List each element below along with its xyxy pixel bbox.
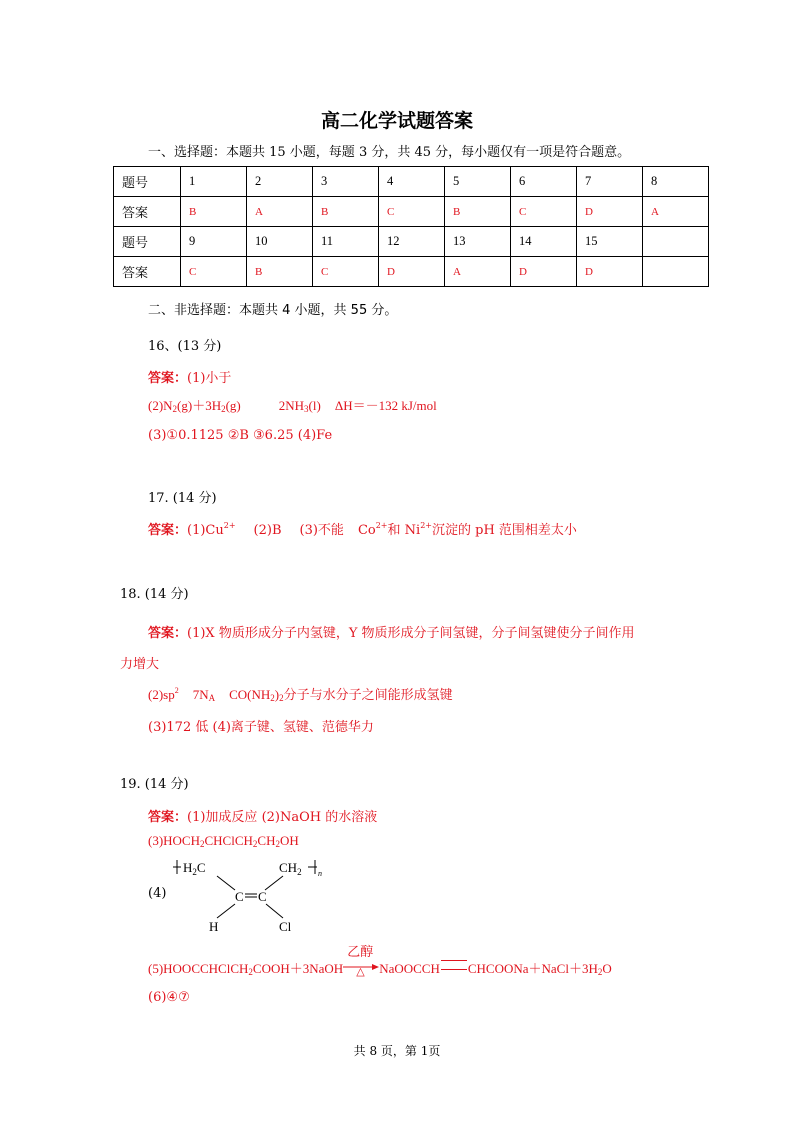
answer-cell: B <box>313 197 379 227</box>
bond-lower-left <box>217 904 235 918</box>
answer-cell: D <box>379 257 445 287</box>
table-cell: 1 <box>181 167 247 197</box>
table-row <box>114 197 709 227</box>
q18-answer-line1: 答案：(1)X 物质形成分子内氢键，Y 物质形成分子间氢键，分子间氢键使分子间作用 <box>148 626 635 641</box>
q16-answer-line1 <box>148 367 231 386</box>
table-cell: 3 <box>313 167 379 197</box>
double-bond-sign <box>441 960 467 970</box>
bond-upper-left <box>217 876 235 890</box>
table-cell: 14 <box>511 227 577 257</box>
table-header-label: 题号 <box>114 227 181 257</box>
ch2-text: $CH_2$ <box>279 860 302 877</box>
answer-cell: C <box>313 257 379 287</box>
table-cell: 15 <box>577 227 643 257</box>
bond-lower-right <box>266 904 283 918</box>
answer-cell: A <box>445 257 511 287</box>
q16-answer-line2: $(2)N_2(g)+3H_2(g)$ $2NH_3(l)$ ΔH＝－132 kJ/mol <box>148 398 437 414</box>
answer-cell <box>643 257 709 287</box>
reaction-condition-bottom: △ <box>356 966 365 978</box>
q19-part4-label: (4) <box>148 886 167 901</box>
q16-part1: (1)小于 <box>187 371 232 386</box>
reaction-condition-top: 乙醇 <box>347 945 374 960</box>
q17-answer-line: 答案：$(1)Cu^{2+}$ (2)B (3)不能 $Co^{2+}$和 $Ni^{2+}$沉淀的 pH 范围相差太小 <box>148 521 577 538</box>
table-cell: 6 <box>511 167 577 197</box>
answer-cell: A <box>643 197 709 227</box>
chlorine-atom: Cl <box>279 919 292 934</box>
table-cell: 9 <box>181 227 247 257</box>
answer-cell: B <box>181 197 247 227</box>
q19-heading: 19. (14 分) <box>120 777 189 792</box>
polymer-structure <box>145 858 345 938</box>
table-row <box>114 227 709 257</box>
q16-answer-line3: (3)①0.1125 ②B ③6.25 (4)Fe <box>148 428 333 443</box>
answer-label: 答案： <box>148 626 188 641</box>
page-footer: 共 8 页，第 1页 <box>353 1044 441 1058</box>
carbon-left: C <box>235 889 244 904</box>
hydrogen-atom: H <box>209 919 219 934</box>
answer-cell: C <box>511 197 577 227</box>
answer-label: 答案： <box>148 523 188 538</box>
answer-label: 答案： <box>148 371 188 386</box>
page-title: 高二化学试题答案 <box>320 110 473 132</box>
q16-heading: 16、(13 分) <box>148 339 222 354</box>
table-cell: 2 <box>247 167 313 197</box>
answer-cell: B <box>445 197 511 227</box>
table-cell: 4 <box>379 167 445 197</box>
table-answer-label: 答案 <box>114 197 181 227</box>
table-cell: 7 <box>577 167 643 197</box>
reaction-arrow <box>343 945 379 978</box>
q19-answer-line3: $(3)HOCH_2CHClCH_2CH_2OH$ <box>148 833 299 849</box>
h2c-text: $H_2C$ <box>183 860 206 877</box>
answer-cell: A <box>247 197 313 227</box>
q18-answer-line3: (3)172 低 (4)离子键、氢键、范德华力 <box>148 720 374 735</box>
section1-heading: 一、选择题：本题共 15 小题，每题 3 分，共 45 分，每小题仅有一项是符合题意。 <box>148 145 631 160</box>
bond-upper-right <box>265 876 283 890</box>
carbon-right: C <box>258 889 267 904</box>
table-cell: 8 <box>643 167 709 197</box>
q18-answer-line2: $(2)sp^2$ $7N_A$ $CO(NH_2)_2$分子与水分子之间能形成氢键 <box>148 686 453 703</box>
q18-answer-line1b: 力增大 <box>120 657 160 672</box>
answer-cell: C <box>181 257 247 287</box>
q19-answer-line5: (5)HOOCCHClCH$_2$COOH＋3NaOH 乙醇 △ NaOOCCH $CHCOONa+NaCl+3H_2O$ <box>148 958 612 977</box>
q17-heading: 17. (14 分) <box>148 491 217 506</box>
table-cell: 5 <box>445 167 511 197</box>
q18-heading: 18. (14 分) <box>120 587 189 602</box>
q19-answer-line1: 答案：(1)加成反应 (2)NaOH 的水溶液 <box>148 810 378 825</box>
answer-cell: C <box>379 197 445 227</box>
answer-cell: D <box>577 257 643 287</box>
table-cell: 10 <box>247 227 313 257</box>
answer-table <box>113 166 709 287</box>
table-cell: 11 <box>313 227 379 257</box>
table-answer-label: 答案 <box>114 257 181 287</box>
table-header-label: 题号 <box>114 167 181 197</box>
answer-cell: D <box>511 257 577 287</box>
table-cell <box>643 227 709 257</box>
table-row <box>114 257 709 287</box>
table-row <box>114 167 709 197</box>
answer-cell: B <box>247 257 313 287</box>
answer-label: 答案： <box>148 810 188 825</box>
section2-heading: 二、非选择题：本题共 4 小题，共 55 分。 <box>148 303 398 318</box>
answer-cell: D <box>577 197 643 227</box>
q19-answer-line6: (6)④⑦ <box>148 990 190 1005</box>
n-subscript: n <box>318 869 322 878</box>
table-cell: 12 <box>379 227 445 257</box>
table-cell: 13 <box>445 227 511 257</box>
